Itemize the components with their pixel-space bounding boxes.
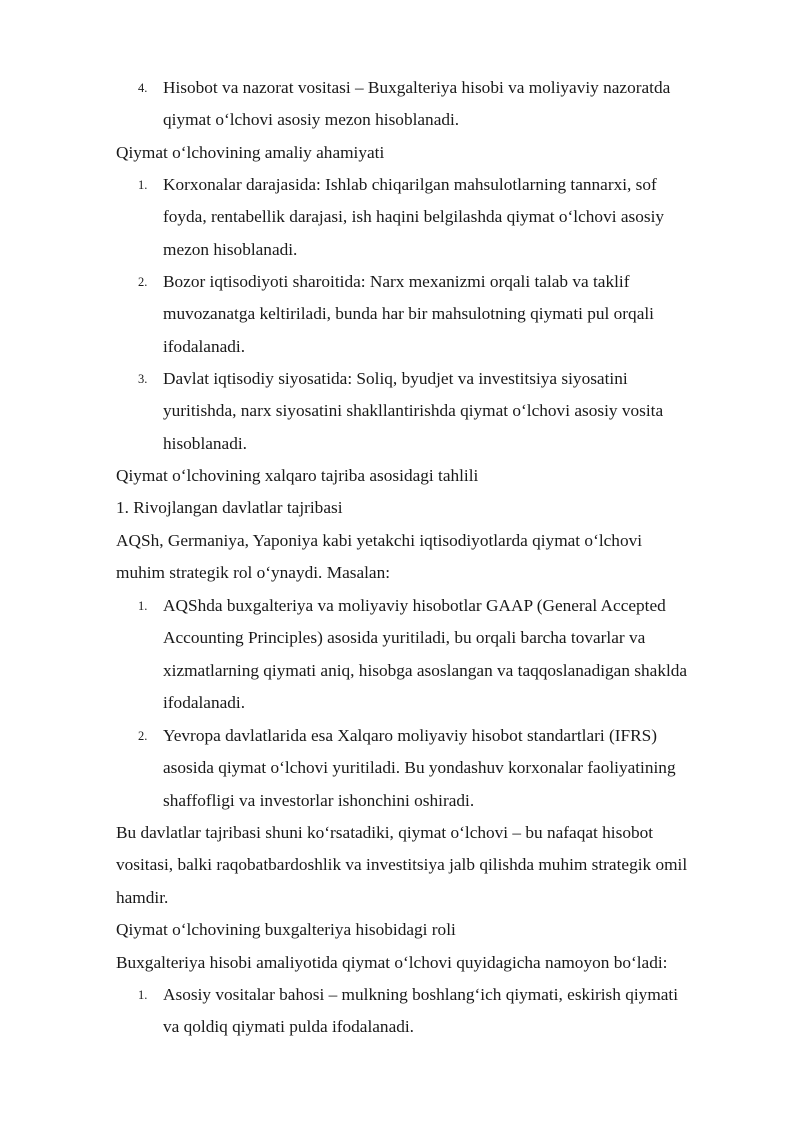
text-line: Bozor iqtisodiyoti sharoitida: Narx mexanizmi orqali talab va taklif [163,272,630,291]
text-line: xizmatlarning qiymati aniq, hisobga asoslangan va taqqoslanadigan shaklda [163,660,688,680]
text-line: Korxonalar darajasida: Ishlab chiqarilgan mahsulotlarning tannarxi, sof [163,175,657,194]
text-line: AQShda buxgalteriya va moliyaviy hisobotlar GAAP (General Accepted [163,596,666,615]
text-line: Accounting Principles) asosida yuritiladi, bu orqali barcha tovarlar va [163,628,646,648]
paragraph-line: Buxgalteriya hisobi amaliyotida qiymat o‘lchovi quyidagicha namoyon bo‘ladi: [116,953,668,972]
paragraph-line: vositasi, balki raqobatbardoshlik va investitsiya jalb qilishda muhim strategik omil [116,855,688,874]
list-number: 3. [138,372,148,386]
paragraph-line: hamdir. [116,888,169,907]
text-line: ifodalanadi. [163,692,246,712]
paragraph-line: AQSh, Germaniya, Yaponiya kabi yetakchi iqtisodiyotlarda qiymat o‘lchovi [116,531,643,550]
paragraph-line: Bu davlatlar tajribasi shuni ko‘rsatadiki, qiymat o‘lchovi – bu nafaqat hisobot [116,823,654,842]
text-line: qiymat o‘lchovi asosiy mezon hisoblanadi. [163,110,460,130]
text-line: mezon hisoblanadi. [163,239,298,259]
text-line: Davlat iqtisodiy siyosatida: Soliq, byudjet va investitsiya siyosatini [163,369,628,388]
section-heading: Qiymat o‘lchovining xalqaro tajriba asosidagi tahlili [116,466,479,485]
section-heading: Qiymat o‘lchovining buxgalteriya hisobidagi roli [116,920,456,939]
text-line: asosida qiymat o‘lchovi yuritiladi. Bu yondashuv korxonalar faoliyatining [163,758,676,778]
text-line: ifodalanadi. [163,336,246,356]
list-number: 1. [138,988,148,1002]
list-number: 4. [138,81,148,95]
text-line: Asosiy vositalar bahosi – mulkning boshlang‘ich qiymati, eskirish qiymati [163,985,679,1004]
list-number: 1. [138,178,148,192]
text-line: hisoblanadi. [163,433,247,453]
text-line: foyda, rentabellik darajasi, ish haqini belgilashda qiymat o‘lchovi asosiy [163,207,665,227]
section-heading: Qiymat o‘lchovining amaliy ahamiyati [116,143,385,162]
text-line: Yevropa davlatlarida esa Xalqaro moliyaviy hisobot standartlari (IFRS) [163,726,658,745]
list-number: 2. [138,729,148,743]
list-number: 1. [138,599,148,613]
text-line: Hisobot va nazorat vositasi – Buxgalteriya hisobi va moliyaviy nazoratda [163,78,671,97]
text-line: shaffofligi va investorlar ishonchini oshiradi. [163,790,475,810]
list-number: 2. [138,275,148,289]
text-line: va qoldiq qiymati pulda ifodalanadi. [163,1017,415,1037]
paragraph-line: muhim strategik rol o‘ynaydi. Masalan: [116,563,391,582]
subsection-heading: 1. Rivojlangan davlatlar tajribasi [116,498,343,517]
text-line: yuritishda, narx siyosatini shakllantirishda qiymat o‘lchovi asosiy vosita [163,401,664,421]
text-line: muvozanatga keltiriladi, bunda har bir mahsulotning qiymati pul orqali [163,304,654,324]
